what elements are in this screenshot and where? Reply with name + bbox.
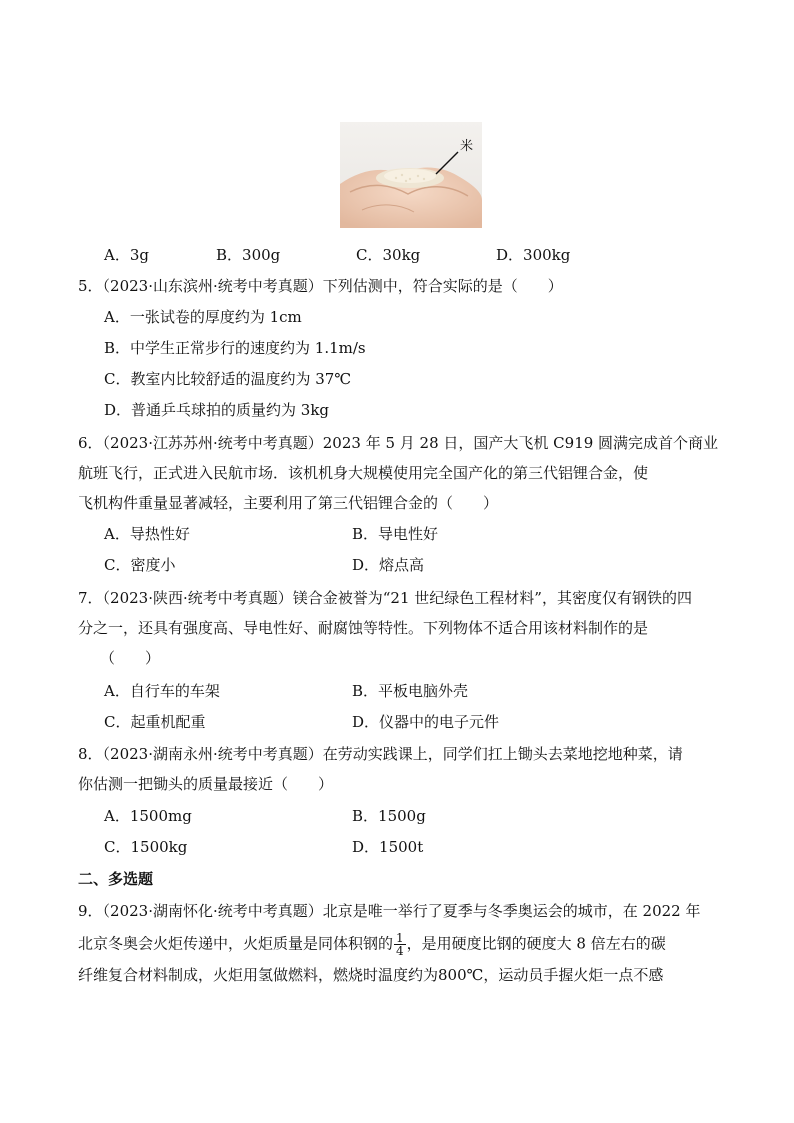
q5-stem: 5．（2023·山东滨州·统考中考真题）下列估测中，符合实际的是（ ） — [78, 277, 563, 295]
q9-line-1: 9．（2023·湖南怀化·统考中考真题）北京是唯一举行了夏季与冬季奥运会的城市，在 2022 年 — [78, 902, 701, 920]
figure-label: 米 — [460, 139, 474, 154]
q7-option-a[interactable]: A．自行车的车架 — [104, 682, 220, 700]
q8-stem-line-1: 8．（2023·湖南永州·统考中考真题）在劳动实践课上，同学们扛上锄头去菜地挖地种菜，请 — [78, 745, 683, 763]
q7-option-d[interactable]: D．仪器中的电子元件 — [352, 713, 500, 731]
q6-option-b[interactable]: B．导电性好 — [352, 525, 439, 543]
q9-fraction — [394, 932, 406, 957]
q8-option-a[interactable]: A．1500mg — [104, 807, 192, 825]
q5-option-c[interactable]: C．教室内比较舒适的温度约为 37℃ — [104, 370, 352, 388]
q9-line-2-before: 北京冬奥会火炬传递中，火炬质量是同体积钢的 — [78, 934, 394, 953]
q8-stem-line-2: 你估测一把锄头的质量最接近（ ） — [78, 775, 334, 793]
q7-stem-line-2: 分之一，还具有强度高、导电性好、耐腐蚀等特性。下列物体不适合用该材料制作的是 — [78, 619, 649, 637]
q9-line-2-after: ，是用硬度比钢的硬度大 8 倍左右的碳 — [406, 934, 666, 953]
q6-option-a[interactable]: A．导热性好 — [104, 525, 190, 543]
rice-in-hands-image — [340, 122, 482, 228]
q6-option-c[interactable]: C．密度小 — [104, 556, 176, 574]
q6-option-d[interactable]: D．熔点高 — [352, 556, 425, 574]
q6-stem-line-3: 飞机构件重量显著减轻，主要利用了第三代铝锂合金的（ ） — [78, 494, 499, 512]
q5-option-a[interactable]: A．一张试卷的厚度约为 1cm — [104, 308, 302, 326]
q4-option-c[interactable]: C．30kg — [356, 246, 421, 264]
q4-options — [0, 244, 794, 266]
q4-option-d[interactable]: D．300kg — [496, 246, 571, 264]
q7-option-b[interactable]: B．平板电脑外壳 — [352, 682, 469, 700]
q9-line-2 — [78, 932, 666, 957]
q8-option-b[interactable]: B．1500g — [352, 807, 426, 825]
q9-fraction-denominator: 4 — [396, 944, 404, 958]
q5-option-d[interactable]: D．普通乒乓球拍的质量约为 3kg — [104, 401, 330, 419]
q6-stem-line-2: 航班飞行，正式进入民航市场．该机机身大规模使用完全国产化的第三代铝锂合金，使 — [78, 464, 649, 482]
section-title: 二、多选题 — [78, 870, 154, 888]
q8-option-d[interactable]: D．1500t — [352, 838, 424, 856]
q4-option-b[interactable]: B．300g — [216, 246, 281, 264]
q7-option-c[interactable]: C．起重机配重 — [104, 713, 206, 731]
q4-option-a[interactable]: A．3g — [104, 246, 149, 264]
q6-stem-line-1: 6．（2023·江苏苏州·统考中考真题）2023 年 5 月 28 日，国产大飞机 C919 圆满完成首个商业 — [78, 434, 719, 452]
q9-line-3: 纤维复合材料制成，火炬用氢做燃料，燃烧时温度约为800℃，运动员手握火炬一点不感 — [78, 966, 664, 984]
q7-stem-line-1: 7．（2023·陕西·统考中考真题）镁合金被誉为“21 世纪绿色工程材料”，其密度仅有钢铁的四 — [78, 589, 692, 607]
q8-option-c[interactable]: C．1500kg — [104, 838, 188, 856]
q7-stem-line-3: （ ） — [100, 649, 161, 667]
q5-option-b[interactable]: B．中学生正常步行的速度约为 1.1m/s — [104, 339, 366, 357]
q9-fraction-numerator: 1 — [396, 931, 404, 945]
